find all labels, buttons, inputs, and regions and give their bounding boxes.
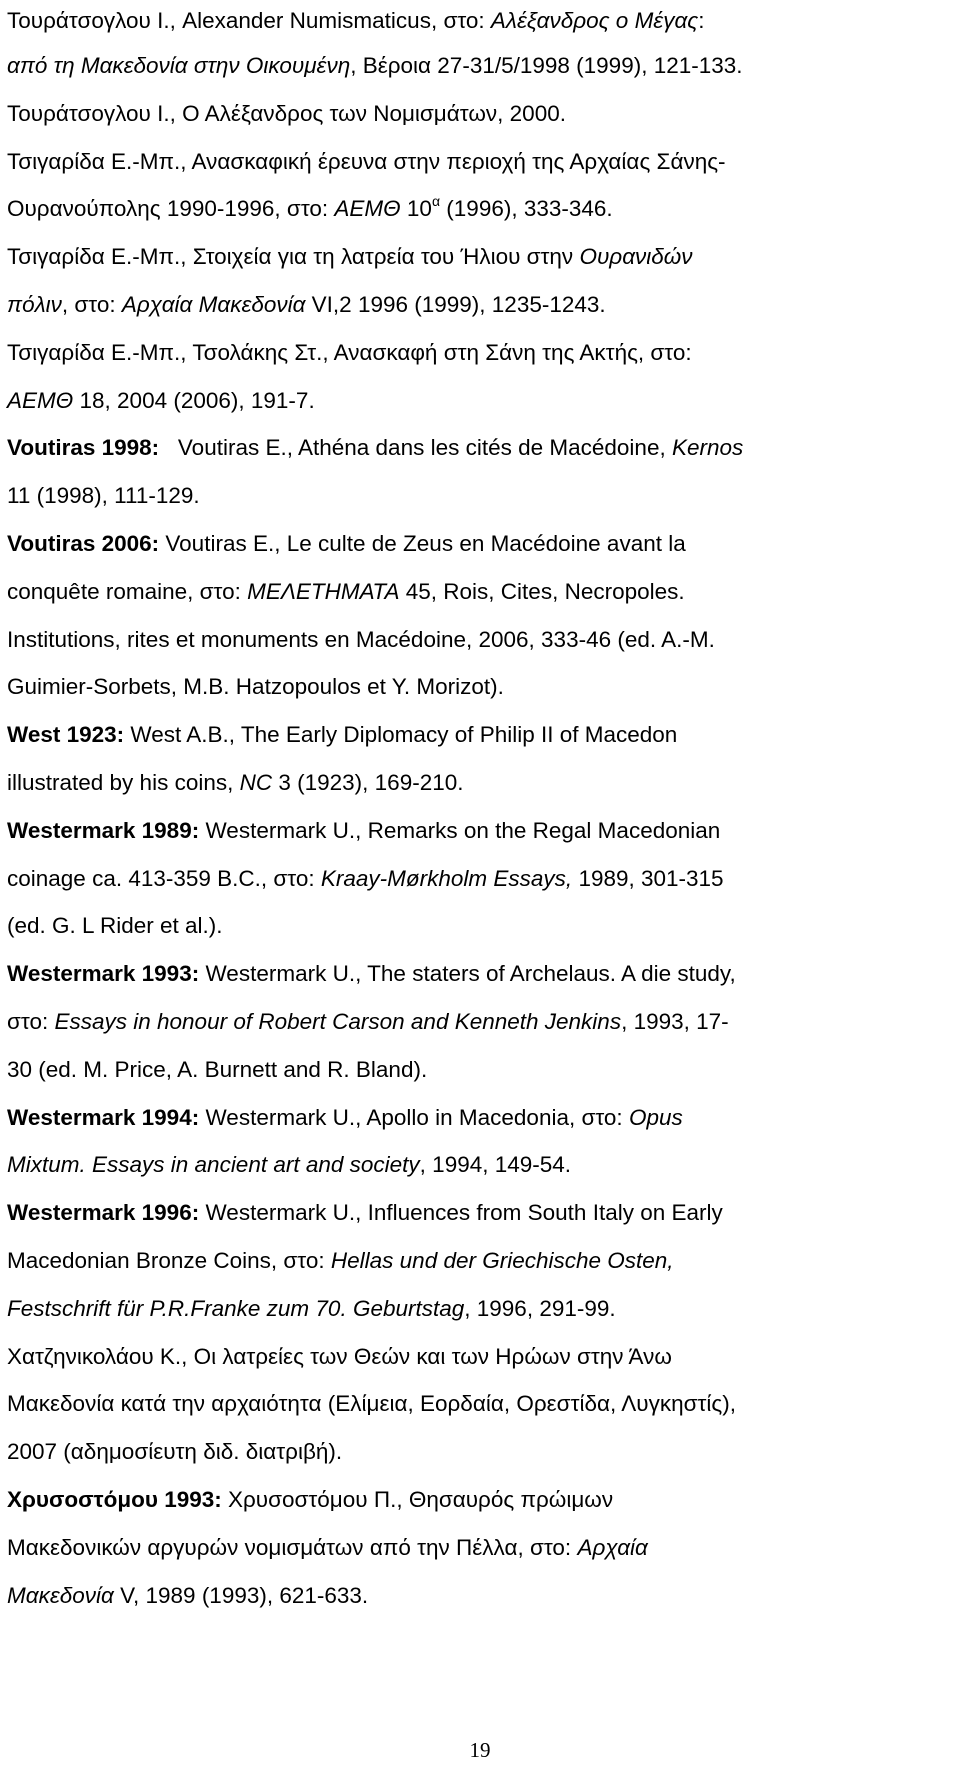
text-line: [7, 424, 952, 472]
italic-text: Mixtum. Essays in ancient art and society: [7, 1152, 420, 1178]
italic-text: Αρχαία Μακεδονία: [121, 291, 306, 317]
text-line: [7, 90, 952, 138]
text-line: [7, 1572, 952, 1620]
reference-key: Voutiras 2006:: [7, 530, 160, 556]
text-line: [7, 1380, 952, 1428]
reference-key: Voutiras 1998:: [7, 435, 160, 461]
text-line: [7, 1476, 952, 1524]
text-segment: 18, 2004 (2006), 191-7.: [73, 387, 315, 413]
text-line: [7, 1094, 952, 1142]
text-segment: West A.B., The Early Diplomacy of Philip II of Macedon: [124, 722, 678, 748]
text-segment: 1989, 301-315: [572, 865, 724, 891]
text-line: [7, 663, 952, 711]
italic-text: ΑΕΜΘ: [334, 196, 401, 222]
text-line: [7, 472, 952, 520]
text-segment: Westermark U., Influences from South Italy on Early: [199, 1200, 723, 1226]
text-line: [7, 711, 952, 759]
text-line: [7, 0, 952, 42]
text-segment: στο:: [7, 1008, 55, 1034]
text-segment: Τσιγαρίδα Ε.-Μπ., Τσολάκης Στ., Ανασκαφή στη Σάνη της Ακτής, στο:: [7, 339, 692, 365]
text-line: [7, 1141, 952, 1189]
reference-key: West 1923:: [7, 722, 125, 748]
text-segment: :: [698, 8, 705, 33]
bibliography-list: [7, 0, 952, 1619]
text-segment: Voutiras E., Le culte de Zeus en Macédoine avant la: [159, 530, 686, 556]
text-segment: , Βέροια 27-31/5/1998 (1999), 121-133.: [350, 53, 743, 78]
text-segment: coinage ca. 413-359 B.C., στο:: [7, 865, 321, 891]
italic-text: Μακεδονία: [7, 1582, 114, 1608]
text-line: [7, 1524, 952, 1572]
text-line: [7, 1285, 952, 1333]
text-line: [7, 42, 952, 90]
text-segment: illustrated by his coins,: [7, 769, 240, 795]
text-line: [7, 233, 952, 281]
text-line: [7, 950, 952, 998]
reference-key: Westermark 1989:: [7, 817, 200, 843]
text-segment: Westermark U., Apollo in Macedonia, στο:: [199, 1104, 629, 1130]
text-segment: Τσιγαρίδα Ε.-Μπ., Ανασκαφική έρευνα στην περιοχή της Αρχαίας Σάνης-: [7, 148, 726, 174]
italic-text: ΜΕΛΕΤΗΜΑΤΑ: [247, 578, 400, 604]
italic-text: από τη Μακεδονία στην Οικουμένη: [7, 53, 351, 78]
reference-key: Westermark 1994:: [7, 1104, 200, 1130]
text-segment: Macedonian Bronze Coins, στο:: [7, 1247, 331, 1273]
text-segment: 30 (ed. M. Price, A. Burnett and R. Bland).: [7, 1056, 428, 1082]
text-line: [7, 1333, 952, 1381]
text-segment: VI,2 1996 (1999), 1235-1243.: [305, 291, 606, 317]
text-segment: 2007 (αδημοσίευτη διδ. διατριβή).: [7, 1439, 343, 1465]
text-line: [7, 568, 952, 616]
text-line: [7, 855, 952, 903]
text-line: [7, 185, 952, 233]
text-segment: 3 (1923), 169-210.: [272, 769, 464, 795]
text-segment: Μακεδονία κατά την αρχαιότητα (Ελίμεια, Εορδαία, Ορεστίδα, Λυγκηστίς),: [7, 1391, 736, 1417]
text-segment: Χατζηνικολάου Κ., Οι λατρείες των Θεών και των Ηρώων στην Άνω: [7, 1343, 672, 1369]
text-segment: , 1994, 149-54.: [419, 1152, 572, 1178]
text-segment: Μακεδονικών αργυρών νομισμάτων από την Πέλλα, στο:: [7, 1534, 578, 1560]
italic-text: πόλιν: [7, 291, 62, 317]
text-segment: Τσιγαρίδα Ε.-Μπ., Στοιχεία για τη λατρεία του Ήλιου στην: [7, 244, 580, 270]
italic-text: Hellas und der Griechische Osten,: [330, 1247, 674, 1273]
text-line: [7, 329, 952, 377]
italic-text: Essays in honour of Robert Carson and Kenneth Jenkins: [54, 1008, 622, 1034]
text-segment: Westermark U., The staters of Archelaus. A die study,: [199, 961, 736, 987]
text-segment: , 1996, 291-99.: [464, 1295, 616, 1321]
text-line: [7, 138, 952, 186]
italic-text: Ουρανιδών: [579, 244, 693, 270]
text-line: [7, 902, 952, 950]
text-segment: V, 1989 (1993), 621-633.: [113, 1582, 369, 1608]
text-line: [7, 807, 952, 855]
text-segment: Χρυσοστόμου Π., Θησαυρός πρώιμων: [221, 1486, 614, 1512]
text-line: [7, 1046, 952, 1094]
italic-text: Festschrift für P.R.Franke zum 70. Geburtstag: [7, 1295, 465, 1321]
text-segment: , 1993, 17-: [621, 1008, 729, 1034]
italic-text: Kraay-Mørkholm Essays,: [320, 865, 573, 891]
text-segment: (ed. G. L Rider et al.).: [7, 913, 223, 939]
reference-key: Westermark 1993:: [7, 961, 200, 987]
text-segment: Institutions, rites et monuments en Macédoine, 2006, 333-46 (ed. A.-M.: [7, 626, 715, 652]
page-number: 19: [469, 1738, 491, 1762]
text-segment: Guimier-Sorbets, M.B. Hatzopoulos et Y. Morizot).: [7, 674, 504, 700]
italic-text: Kernos: [671, 435, 744, 461]
text-segment: Westermark U., Remarks on the Regal Macedonian: [199, 817, 721, 843]
text-segment: Voutiras E., Athéna dans les cités de Macédoine,: [159, 435, 672, 461]
text-segment: conquête romaine, στο:: [7, 578, 248, 604]
text-segment: Ουρανούπολης 1990-1996, στο:: [7, 196, 335, 222]
reference-key: Westermark 1996:: [7, 1200, 200, 1226]
text-segment: Τουράτσογλου Ι., Alexander Numismaticus, στο:: [7, 8, 491, 33]
text-line: [7, 1237, 952, 1285]
text-line: [7, 377, 952, 425]
italic-text: NC: [239, 769, 273, 795]
text-segment: 10: [400, 196, 432, 222]
text-line: [7, 998, 952, 1046]
text-segment: 11 (1998), 111-129.: [7, 483, 200, 509]
text-line: [7, 1428, 952, 1476]
text-segment: Τουράτσογλου Ι., Ο Αλέξανδρος των Νομισμάτων, 2000.: [7, 100, 566, 126]
text-line: [7, 281, 952, 329]
text-segment: 45, Rois, Cites, Necropoles.: [399, 578, 685, 604]
superscript-text: α: [431, 193, 441, 210]
italic-text: Αλέξανδρος ο Μέγας: [490, 8, 699, 33]
text-segment: , στο:: [61, 291, 122, 317]
text-line: [7, 1189, 952, 1237]
text-line: [7, 616, 952, 664]
text-line: [7, 759, 952, 807]
text-segment: (1996), 333-346.: [440, 196, 613, 222]
italic-text: Αρχαία: [577, 1534, 648, 1560]
reference-key: Χρυσοστόμου 1993:: [7, 1486, 222, 1512]
text-line: [7, 520, 952, 568]
italic-text: ΑΕΜΘ: [7, 387, 74, 413]
italic-text: Opus: [628, 1104, 683, 1130]
